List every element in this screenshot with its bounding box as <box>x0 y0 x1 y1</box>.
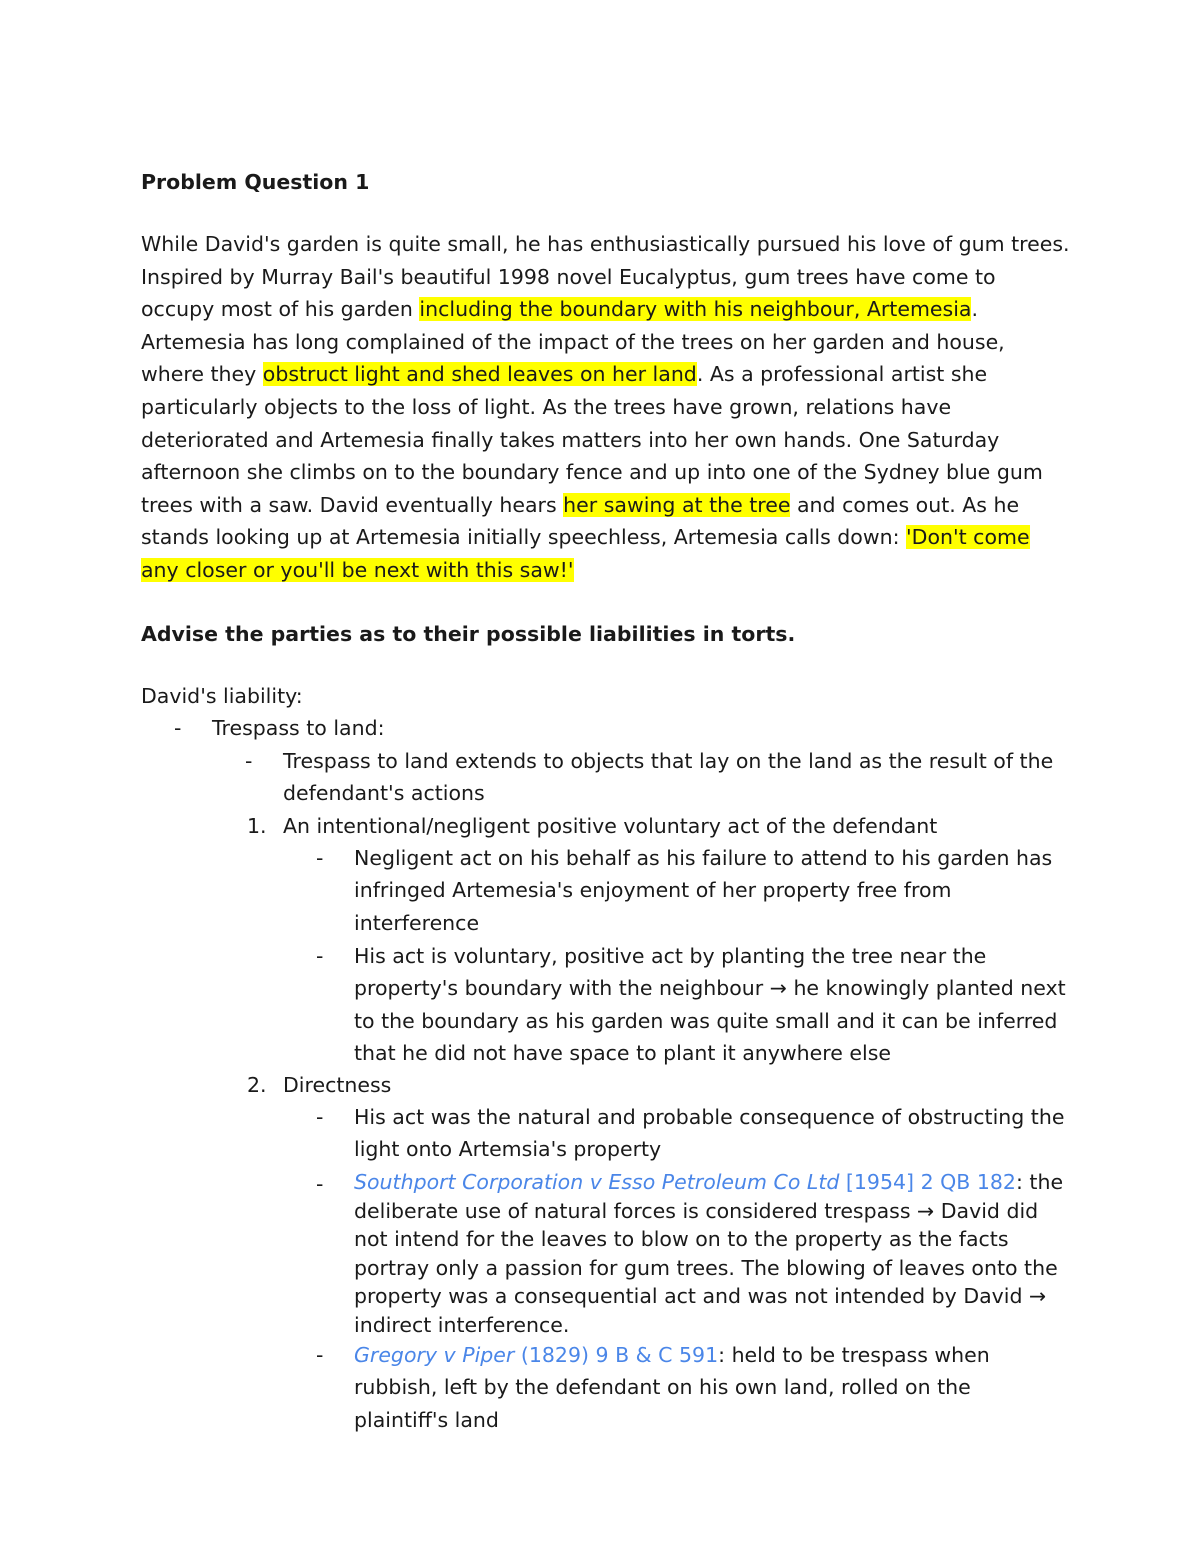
para-text: While David's garden is quite small, he has enthusiastically pursued his love of gum trees. Inspired by Murray Bail's beautiful 1998 novel Eucalyptus, gum trees have come to occupy most of his garden <box>141 232 1070 322</box>
list-item: His act is voluntary, positive act by planting the tree near the property's boundary with the neighbour → he knowingly planted next to the boundary as his garden was quite small and it can be inferred that he did not have space to plant it anywhere else <box>354 944 1066 1066</box>
list-item: An intentional/negligent positive voluntary act of the defendant <box>283 814 938 838</box>
problem-paragraph <box>141 228 1071 587</box>
para-text: . Artemesia has long complained of the impact of the trees on her garden and house, where they <box>141 297 1005 387</box>
bullet-marker: - <box>316 1343 324 1367</box>
case-citation-link[interactable]: [1954] 2 QB 182 <box>839 1170 1016 1194</box>
list-item: His act was the natural and probable consequence of obstructing the light onto Artemsia's property <box>354 1105 1065 1162</box>
highlighted-text: her sawing at the tree <box>563 492 791 517</box>
bullet-marker: - <box>245 749 253 773</box>
section-heading: David's liability: <box>141 684 303 708</box>
case-commentary: : the deliberate use of natural forces is considered trespass → David did not intend for the leaves to blow on to the property as the facts portray only a passion for gum trees. The blowing of leaves onto the property was a consequential act and was not intended by David → indirect interference. <box>354 1170 1064 1337</box>
case-citation-link[interactable]: (1829) 9 B & C 591 <box>514 1343 719 1367</box>
highlighted-text: including the boundary with his neighbour, Artemesia <box>419 297 972 322</box>
para-text: and comes out. As he stands looking up at Artemesia initially speechless, Artemesia calls down: <box>141 492 1020 550</box>
bullet-marker: - <box>316 944 324 968</box>
list-number: 1. <box>247 814 267 838</box>
bullet-marker: - <box>316 1172 324 1196</box>
bullet-marker: - <box>316 846 324 870</box>
highlighted-text: obstruct light and shed leaves on her land <box>262 362 697 387</box>
case-name-link[interactable]: Southport Corporation v Esso Petroleum Co Ltd <box>354 1170 840 1194</box>
list-item: Negligent act on his behalf as his failure to attend to his garden has infringed Artemesia's enjoyment of her property free from interference <box>354 846 1053 935</box>
case-list-item <box>354 1339 1066 1436</box>
list-item: Trespass to land extends to objects that lay on the land as the result of the defendant's actions <box>283 749 1054 806</box>
page-title: Problem Question 1 <box>141 170 370 194</box>
bullet-marker: - <box>316 1105 324 1129</box>
case-commentary: : held to be trespass when rubbish, left by the defendant on his own land, rolled on the plaintiff's land <box>354 1343 990 1432</box>
highlighted-text: 'Don't come any closer or you'll be next with this saw!' <box>141 525 1030 582</box>
list-number: 2. <box>247 1073 267 1097</box>
case-list-item <box>354 1168 1066 1339</box>
list-item: Directness <box>283 1073 392 1097</box>
list-item: Trespass to land: <box>212 716 385 740</box>
instruction-heading: Advise the parties as to their possible liabilities in torts. <box>141 622 796 646</box>
bullet-marker: - <box>174 716 182 740</box>
para-text: . As a professional artist she particularly objects to the loss of light. As the trees have grown, relations have deteriorated and Artemesia finally takes matters into her own hands. One Saturday afternoon she climbs on to the boundary fence and up into one of the Sydney blue gum trees with a saw. David eventually hears <box>141 362 1043 517</box>
case-name-link[interactable]: Gregory v Piper <box>354 1343 515 1367</box>
